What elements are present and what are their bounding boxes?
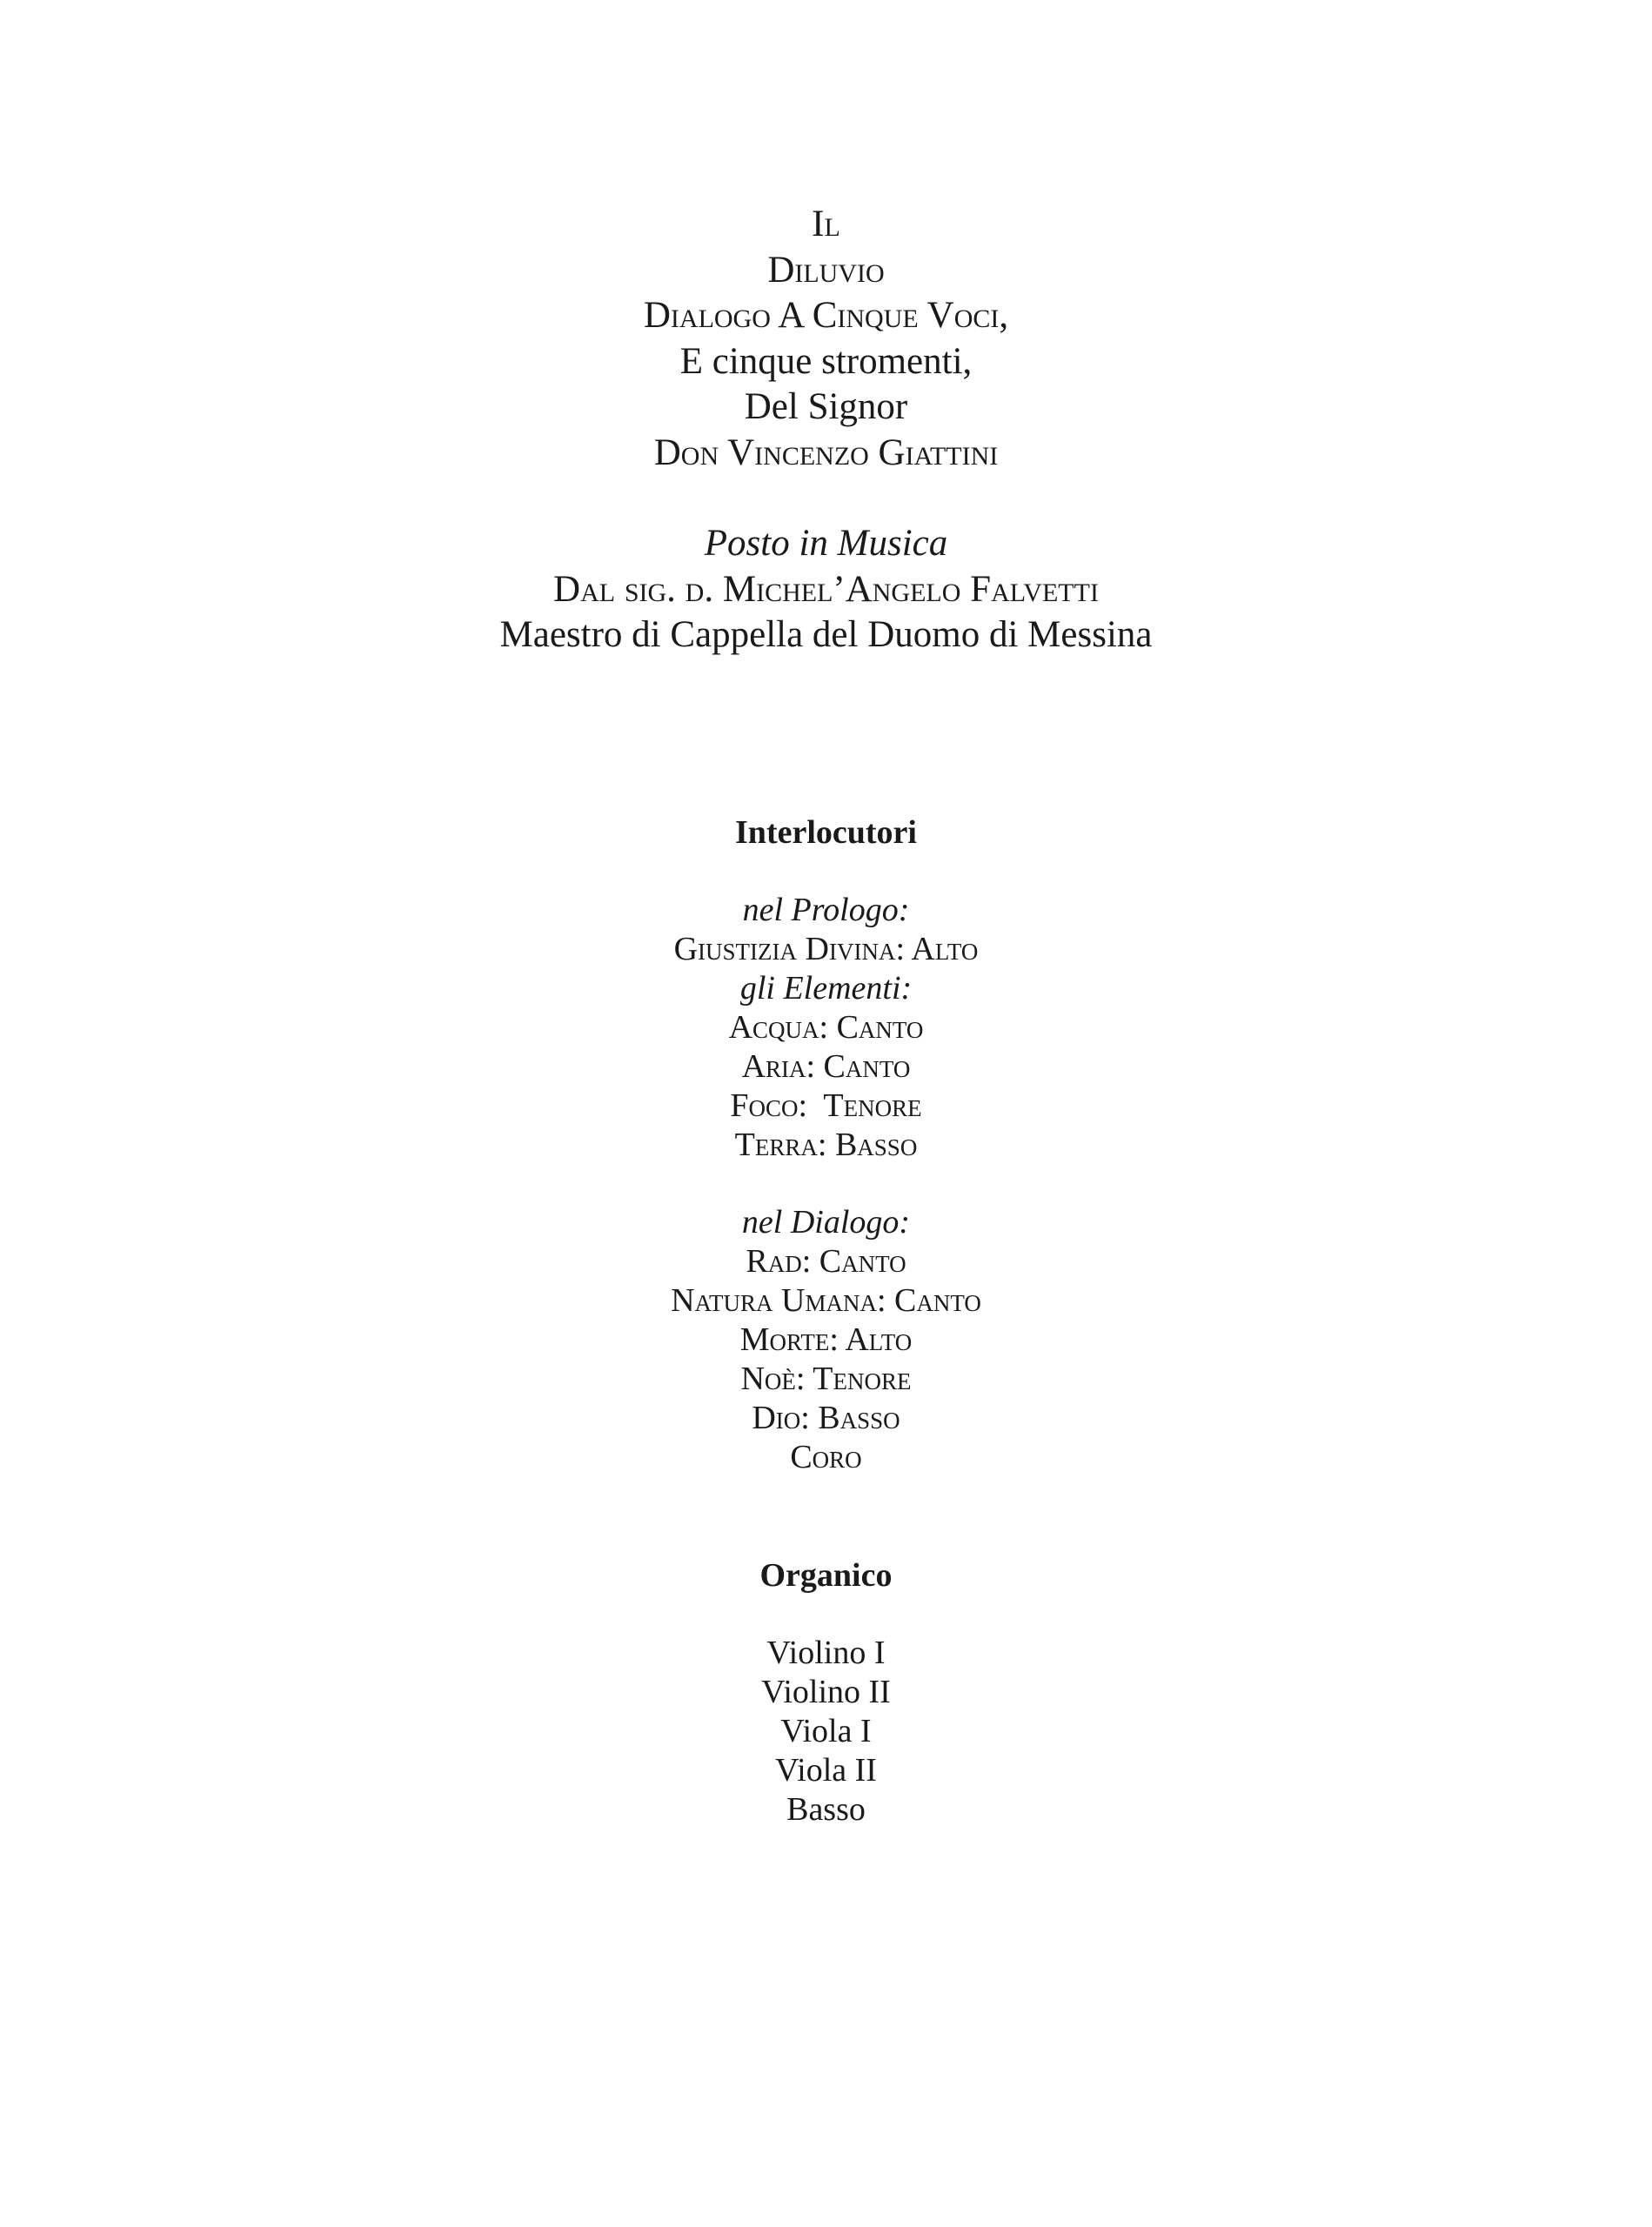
instrument-basso: Basso: [786, 1791, 866, 1828]
title-line-signor: Del Signor: [744, 386, 908, 427]
prologo-roles-list: [0, 891, 1652, 1165]
title-line-il: Il: [812, 204, 840, 244]
interlocutori-heading-block: [0, 813, 1652, 853]
prologo-label: nel Prologo:: [742, 892, 910, 928]
music-credit-block: [0, 521, 1652, 659]
posto-in-musica: Posto in Musica: [704, 523, 948, 564]
title-block: [0, 202, 1652, 476]
role-aria: Aria: Canto: [741, 1048, 911, 1085]
dialogo-label: nel Dialogo:: [741, 1204, 911, 1241]
interlocutori-heading: Interlocutori: [735, 814, 917, 851]
dialogo-roles-list: [0, 1203, 1652, 1477]
title-line-author: Don Vincenzo Giattini: [653, 431, 999, 473]
composer-line: Dal sig. d. Michel’Angelo Falvetti: [553, 568, 1099, 610]
instrument-viola-1: Viola I: [780, 1713, 872, 1749]
role-noe: Noè: Tenore: [740, 1361, 912, 1397]
role-terra: Terra: Basso: [734, 1127, 918, 1163]
title-line-dialogo: Dialogo A Cinque Voci,: [643, 295, 1009, 336]
role-natura-umana: Natura Umana: Canto: [671, 1282, 981, 1319]
role-rad: Rad: Canto: [746, 1243, 906, 1280]
organico-heading: Organico: [759, 1557, 893, 1594]
title-line-diluvio: Diluvio: [767, 249, 885, 291]
elementi-label: gli Elementi:: [739, 970, 913, 1006]
role-foco: Foco: Tenore: [730, 1087, 922, 1124]
maestro-line: Maestro di Cappella del Duomo di Messina: [499, 614, 1153, 655]
role-acqua: Acqua: Canto: [728, 1009, 924, 1046]
role-morte: Morte: Alto: [739, 1321, 913, 1358]
instrument-viola-2: Viola II: [775, 1752, 877, 1789]
title-line-stromenti: E cinque stromenti,: [679, 340, 973, 382]
role-giustizia-divina: Giustizia Divina: Alto: [673, 931, 979, 967]
instrument-violino-2: Violino II: [761, 1674, 891, 1710]
organico-heading-block: [0, 1555, 1652, 1595]
role-dio: Dio: Basso: [752, 1400, 900, 1436]
role-coro: Coro: [790, 1439, 862, 1475]
instrument-violino-1: Violino I: [766, 1635, 886, 1671]
instrument-list: [0, 1634, 1652, 1829]
